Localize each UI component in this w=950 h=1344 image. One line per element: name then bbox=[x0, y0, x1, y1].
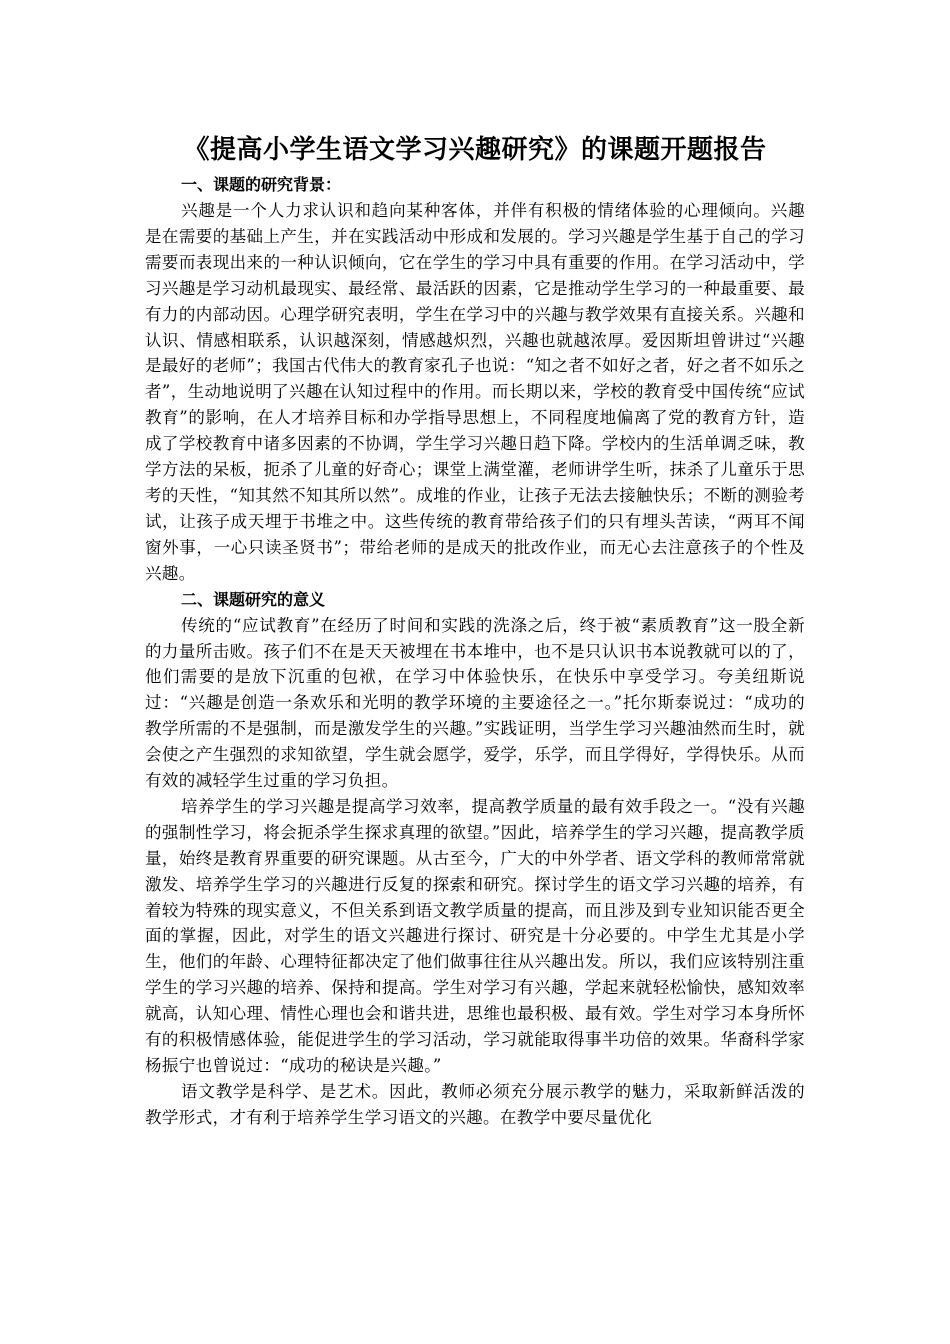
paragraph-background: 兴趣是一个人力求认识和趋向某种客体，并伴有积极的情绪体验的心理倾向。兴趣是在需要的基础上产生，并在实践活动中形成和发展的。学习兴趣是学生基于自己的学习需要而表现出来的一种认识倾向，它在学生的学习中具有重要的作用。在学习活动中，学习兴趣是学习动机最现实、最经常、最活跃的因素，它是推动学生学习的一种最重要、最有力的内部动因。心理学研究表明，学生在学习中的兴趣与教学效果有直接关系。兴趣和认识、情感相联系，认识越深刻，情感越炽烈，兴趣也就越浓厚。爱因斯坦曾讲过“兴趣是最好的老师”；我国古代伟大的教育家孔子也说：“知之者不如好之者，好之者不如乐之者”，生动地说明了兴趣在认知过程中的作用。而长期以来，学校的教育受中国传统“应试教育”的影响，在人才培养目标和办学指导思想上，不同程度地偏离了党的教育方针，造成了学校教育中诸多因素的不协调，学生学习兴趣日趋下降。学校内的生活单调乏味，教学方法的呆板，扼杀了儿童的好奇心；课堂上满堂灌，老师讲学生听，抹杀了儿童乐于思考的天性，“知其然不知其所以然”。成堆的作业，让孩子无法去接触快乐；不断的测验考试，让孩子成天埋于书堆之中。这些传统的教育带给孩子们的只有埋头苦读，“两耳不闻窗外事，一心只读圣贤书”；带给老师的是成天的批改作业，而无心去注意孩子的个性及兴趣。 bbox=[145, 201, 805, 583]
document-page bbox=[145, 128, 805, 1131]
paragraph-significance-1: 传统的“应试教育”在经历了时间和实践的洗涤之后，终于被“素质教育”这一股全新的力量所击败。孩子们不在是天天被埋在书本堆中，也不是只认识书本说教就可以的了，他们需要的是放下沉重的包袱，在学习中体验快乐，在快乐中享受学习。夸美纽斯说过：“兴趣是创造一条欢乐和光明的教学环境的主要途径之一。”托尔斯泰说过：“成功的教学所需的不是强制，而是激发学生的兴趣。”实践证明，当学生学习兴趣油然而生时，就会使之产生强烈的求知欲望，学生就会愿学，爱学，乐学，而且学得好，学得快乐。从而有效的减轻学生过重的学习负担。 bbox=[145, 615, 805, 791]
section-heading-significance: 二、课题研究的意义 bbox=[181, 589, 326, 609]
document-title: 《提高小学生语文学习兴趣研究》的课题开题报告 bbox=[183, 135, 767, 165]
paragraph-significance-3: 语文教学是科学、是艺术。因此，教师必须充分展示教学的魅力，采取新鲜活泼的教学形式，才有利于培养学生学习语文的兴趣。在教学中要尽量优化 bbox=[145, 1081, 805, 1127]
section-heading-background: 一、课题的研究背景： bbox=[181, 175, 342, 194]
paragraph-significance-2: 培养学生的学习兴趣是提高学习效率，提高教学质量的最有效手段之一。“没有兴趣的强制性学习，将会扼杀学生探求真理的欲望。”因此，培养学生的学习兴趣，提高教学质量，始终是教育界重要的研究课题。从古至今，广大的中外学者、语文学科的教师常常就激发、培养学生学习的兴趣进行反复的探索和研究。探讨学生的语文学习兴趣的培养，有着较为特殊的现实意义，不但关系到语文教学质量的提高，而且涉及到专业知识能否更全面的掌握，因此，对学生的语文兴趣进行探讨、研究是十分必要的。中学生尤其是小学生，他们的年龄、心理特征都决定了他们做事往往从兴趣出发。所以，我们应该特别注重学生的学习兴趣的培养、保持和提高。学生对学习有兴趣，学起来就轻松愉快，感知效率就高，认知心理、情性心理也会和谐共进，思维也最积极、最有效。学生对学习本身所怀有的积极情感体验，能促进学生的学习活动，学习就能取得事半功倍的效果。华裔科学家杨振宁也曾说过：“成功的秘诀是兴趣。” bbox=[145, 796, 805, 1075]
